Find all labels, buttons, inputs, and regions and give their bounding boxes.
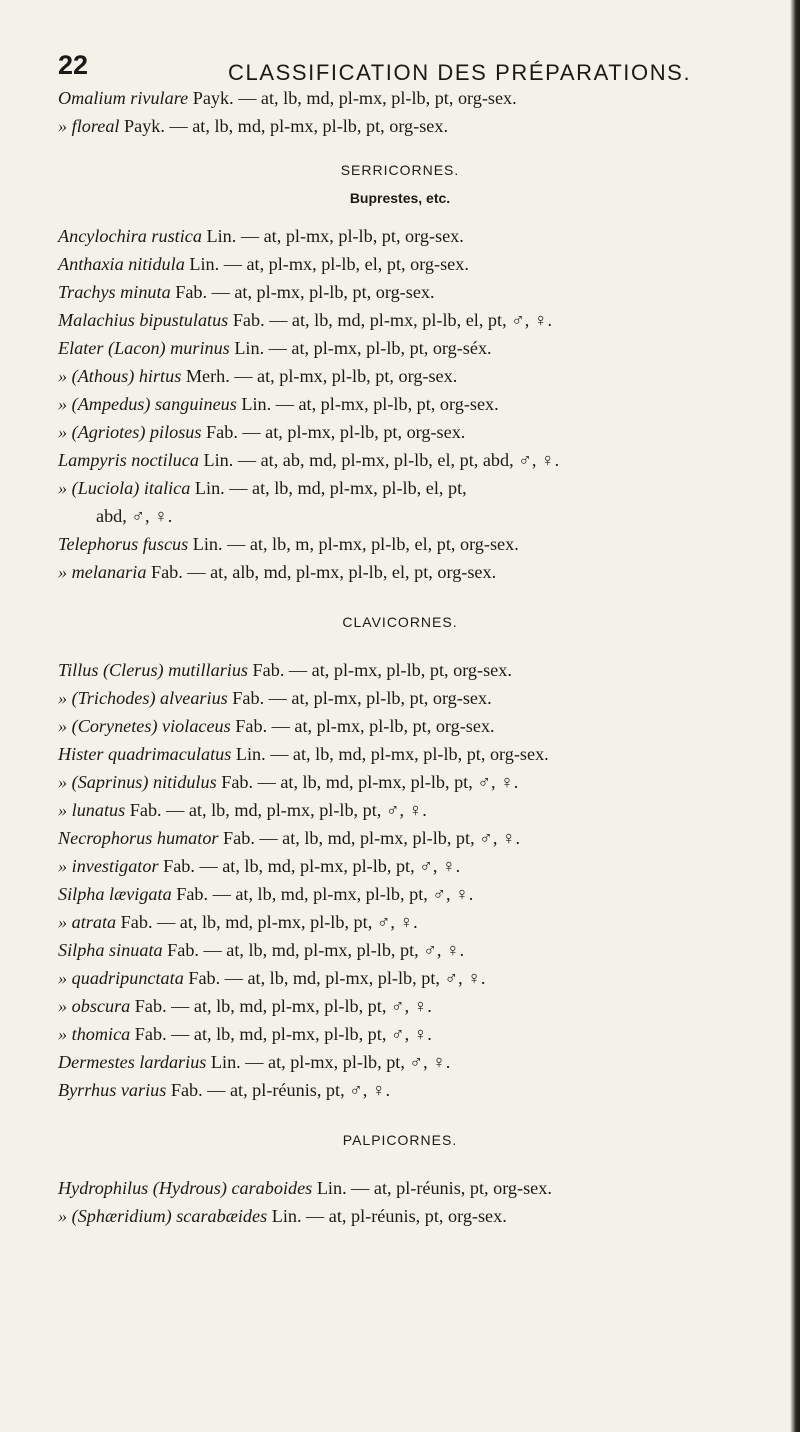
species-name: Trachys minuta bbox=[58, 282, 171, 302]
entry-line bbox=[58, 1078, 390, 1102]
section-title: SERRICORNES. bbox=[340, 162, 460, 178]
species-name: Ancylochira rustica bbox=[58, 226, 202, 246]
entry-line bbox=[58, 1022, 432, 1046]
species-name: » (Saprinus) nitidulus bbox=[58, 772, 217, 792]
species-name: Silpha lævigata bbox=[58, 884, 172, 904]
preparation-list: Fab. — at, pl-mx, pl-lb, pt, org-sex. bbox=[170, 282, 435, 302]
entry-line bbox=[58, 966, 485, 990]
preparation-list: Fab. — at, lb, md, pl-mx, pl-lb, pt, ♂, ♀. bbox=[125, 800, 427, 820]
species-name: Elater (Lacon) murinus bbox=[58, 338, 230, 358]
preparation-list: Fab. — at, lb, md, pl-mx, pl-lb, pt, ♂, ♀. bbox=[130, 996, 432, 1016]
entry-line bbox=[58, 770, 518, 794]
species-name: » (Ampedus) sanguineus bbox=[58, 394, 237, 414]
preparation-list: Fab. — at, lb, md, pl-mx, pl-lb, pt, ♂, ♀. bbox=[183, 968, 486, 988]
entry-line bbox=[58, 882, 473, 906]
preparation-list: Fab. — at, pl-mx, pl-lb, pt, org-sex. bbox=[248, 660, 512, 680]
section-subtitle: Buprestes, etc. bbox=[349, 190, 451, 206]
preparation-list: Payk. — at, lb, md, pl-mx, pl-lb, pt, org-sex. bbox=[119, 116, 448, 136]
species-name: Byrrhus varius bbox=[58, 1080, 167, 1100]
preparation-list: Lin. — at, pl-mx, pl-lb, pt, org-sex. bbox=[236, 394, 499, 414]
entry-line bbox=[58, 336, 492, 360]
entry-line bbox=[58, 714, 495, 738]
preparation-list: Lin. — at, pl-mx, pl-lb, pt, org-séx. bbox=[229, 338, 492, 358]
species-name: Hydrophilus (Hydrous) caraboides bbox=[58, 1178, 313, 1198]
species-name: Dermestes lardarius bbox=[58, 1052, 207, 1072]
preparation-list: Fab. — at, pl-réunis, pt, ♂, ♀. bbox=[166, 1080, 391, 1100]
species-name: Omalium rivulare bbox=[58, 88, 189, 108]
preparation-list: Lin. — at, pl-mx, pl-lb, el, pt, org-sex. bbox=[184, 254, 469, 274]
preparation-list: Lin. — at, lb, md, pl-mx, pl-lb, pt, org-sex. bbox=[231, 744, 549, 764]
preparation-list: Lin. — at, lb, md, pl-mx, pl-lb, el, pt, bbox=[190, 478, 467, 498]
section-title: CLAVICORNES. bbox=[342, 614, 458, 630]
preparation-list: Fab. — at, lb, md, pl-mx, pl-lb, pt, ♂, ♀. bbox=[171, 884, 474, 904]
entry-line bbox=[58, 854, 460, 878]
species-name: » thomica bbox=[58, 1024, 131, 1044]
species-name: Hister quadrimaculatus bbox=[58, 744, 232, 764]
entry-line bbox=[58, 448, 559, 472]
entry-line bbox=[58, 910, 418, 934]
species-name: » (Corynetes) violaceus bbox=[58, 716, 231, 736]
preparation-list: Fab. — at, lb, md, pl-mx, pl-lb, pt, ♂, ♀. bbox=[158, 856, 461, 876]
entry-line bbox=[58, 1176, 552, 1200]
species-name: Necrophorus humator bbox=[58, 828, 219, 848]
species-name: » investigator bbox=[58, 856, 159, 876]
preparation-list: Lin. — at, lb, m, pl-mx, pl-lb, el, pt, org-sex. bbox=[188, 534, 519, 554]
preparation-list: Fab. — at, alb, md, pl-mx, pl-lb, el, pt, org-sex. bbox=[146, 562, 497, 582]
entry-line bbox=[58, 1050, 450, 1074]
page-edge-shadow bbox=[790, 0, 800, 1432]
preparation-list: Fab. — at, lb, md, pl-mx, pl-lb, pt, ♂, ♀. bbox=[116, 912, 418, 932]
entry-line bbox=[58, 86, 517, 110]
entry-line bbox=[58, 658, 512, 682]
entry-line bbox=[58, 476, 467, 500]
preparation-list: Fab. — at, lb, md, pl-mx, pl-lb, pt, ♂, ♀. bbox=[130, 1024, 432, 1044]
preparation-list: Payk. — at, lb, md, pl-mx, pl-lb, pt, org-sex. bbox=[188, 88, 517, 108]
preparation-list: Fab. — at, pl-mx, pl-lb, pt, org-sex. bbox=[227, 688, 492, 708]
entry-line bbox=[58, 114, 448, 138]
species-name: » lunatus bbox=[58, 800, 126, 820]
species-name: » melanaria bbox=[58, 562, 147, 582]
preparation-list: Fab. — at, pl-mx, pl-lb, pt, org-sex. bbox=[230, 716, 495, 736]
entry-line bbox=[58, 560, 496, 584]
entry-line bbox=[58, 252, 469, 276]
entry-line bbox=[58, 532, 519, 556]
species-name: » atrata bbox=[58, 912, 117, 932]
page-number: 22 bbox=[58, 50, 89, 80]
species-name: » quadripunctata bbox=[58, 968, 184, 988]
species-name: Telephorus fuscus bbox=[58, 534, 189, 554]
preparation-list: Lin. — at, pl-réunis, pt, org-sex. bbox=[312, 1178, 552, 1198]
species-name: » (Agriotes) pilosus bbox=[58, 422, 202, 442]
preparation-list: abd, ♂, ♀. bbox=[96, 506, 173, 526]
species-name: Tillus (Clerus) mutillarius bbox=[58, 660, 248, 680]
entry-line bbox=[58, 938, 464, 962]
preparation-list: Merh. — at, pl-mx, pl-lb, pt, org-sex. bbox=[181, 366, 458, 386]
entry-line bbox=[58, 994, 432, 1018]
preparation-list: Lin. — at, pl-mx, pl-lb, pt, org-sex. bbox=[201, 226, 464, 246]
entry-line bbox=[58, 224, 464, 248]
species-name: Lampyris noctiluca bbox=[58, 450, 199, 470]
preparation-list: Fab. — at, lb, md, pl-mx, pl-lb, pt, ♂, ♀. bbox=[216, 772, 519, 792]
species-name: » floreal bbox=[58, 116, 120, 136]
species-name: » (Sphæridium) scarabæides bbox=[58, 1206, 268, 1226]
preparation-list: Lin. — at, pl-mx, pl-lb, pt, ♂, ♀. bbox=[206, 1052, 451, 1072]
species-name: Malachius bipustulatus bbox=[58, 310, 229, 330]
species-name: » (Luciola) italica bbox=[58, 478, 191, 498]
species-name: Anthaxia nitidula bbox=[58, 254, 185, 274]
preparation-list: Fab. — at, lb, md, pl-mx, pl-lb, pt, ♂, ♀. bbox=[218, 828, 521, 848]
species-name: » (Trichodes) alvearius bbox=[58, 688, 228, 708]
preparation-list: Fab. — at, lb, md, pl-mx, pl-lb, pt, ♂, ♀. bbox=[162, 940, 465, 960]
entry-line bbox=[58, 364, 457, 388]
entry-line bbox=[58, 280, 435, 304]
species-name: Silpha sinuata bbox=[58, 940, 163, 960]
entry-line bbox=[58, 826, 520, 850]
preparation-list: Fab. — at, pl-mx, pl-lb, pt, org-sex. bbox=[201, 422, 466, 442]
preparation-list: Lin. — at, ab, md, pl-mx, pl-lb, el, pt, abd, ♂, ♀. bbox=[198, 450, 560, 470]
section-title: PALPICORNES. bbox=[342, 1132, 458, 1148]
species-name: » obscura bbox=[58, 996, 131, 1016]
entry-line bbox=[58, 686, 492, 710]
entry-line bbox=[58, 798, 427, 822]
running-title: CLASSIFICATION DES PRÉPARATIONS. bbox=[228, 60, 692, 85]
entry-line bbox=[58, 392, 499, 416]
species-name: » (Athous) hirtus bbox=[58, 366, 182, 386]
entry-line bbox=[58, 420, 465, 444]
entry-line bbox=[58, 742, 549, 766]
preparation-list: Fab. — at, lb, md, pl-mx, pl-lb, el, pt, ♂, ♀. bbox=[228, 310, 553, 330]
page-header bbox=[58, 50, 760, 86]
entry-line bbox=[58, 308, 552, 332]
entry-line bbox=[58, 1204, 507, 1228]
preparation-list: Lin. — at, pl-réunis, pt, org-sex. bbox=[267, 1206, 507, 1226]
entry-line bbox=[96, 504, 172, 528]
